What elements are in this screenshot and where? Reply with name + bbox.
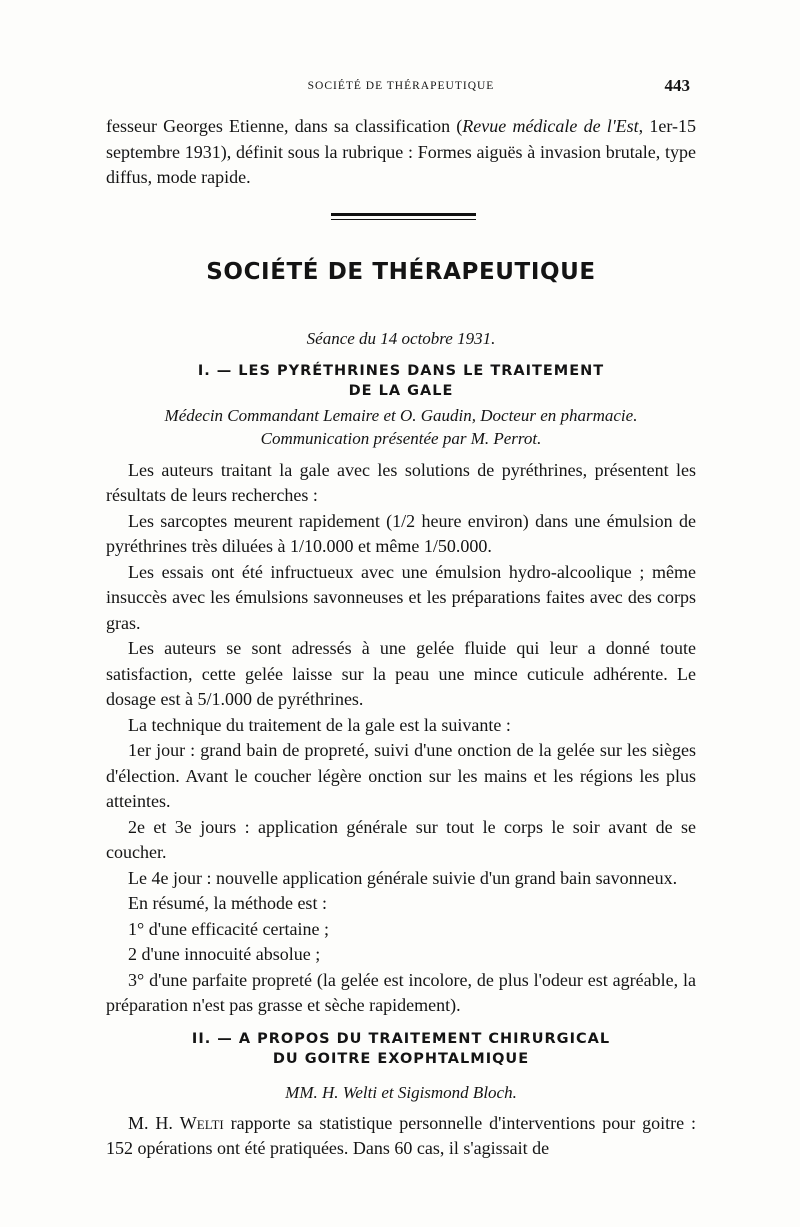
article1-list-item: 3° d'une parfaite propreté (la gelée est incolore, de plus l'odeur est agréable, la préparation n'est pas grasse et sèche rapidement). [106, 969, 696, 1015]
page-body [106, 114, 696, 1162]
article1-paragraph: Les auteurs se sont adressés à une gelée fluide qui leur a donné toute satisfaction, cette gelée laisse sur la peau une mince cuticule adhérente. Le dosage est à 5/1.000 de pyréthrines. [106, 638, 696, 709]
article1-authors-line1: Médecin Commandant Lemaire et O. Gaudin, Docteur en pharmacie. [164, 405, 638, 425]
running-head [106, 76, 696, 100]
intro-paragraph [106, 114, 696, 191]
article1-paragraph: En résumé, la méthode est : [128, 893, 327, 913]
article1-paragraph: Le 4e jour : nouvelle application générale suivie d'un grand bain savonneux. [128, 867, 678, 888]
seance-date: Séance du 14 octobre 1931. [306, 328, 496, 348]
article2-paragraph [106, 1111, 696, 1162]
double-rule [331, 213, 476, 216]
article2-title-line1: II. — A PROPOS DU TRAITEMENT CHIRURGICAL [191, 1030, 611, 1047]
running-title: SOCIÉTÉ DE THÉRAPEUTIQUE [307, 80, 495, 92]
article2-para-prefix: M. H. [128, 1112, 180, 1133]
section-divider [106, 191, 696, 229]
section-title: SOCIÉTÉ DE THÉRAPEUTIQUE [206, 258, 596, 285]
article2-body [106, 1111, 696, 1162]
article1-paragraph: La technique du traitement de la gale est la suivante : [128, 714, 511, 735]
article1-paragraph: Les essais ont été infructueux avec une émulsion hydro-alcoolique ; même insuccès avec les émulsions savonneuses et les préparations faites avec des corps gras. [106, 561, 696, 633]
article1-paragraph: Les auteurs traitant la gale avec les solutions de pyréthrines, présentent les résultats de leurs recherches : [106, 459, 696, 505]
article1-title-line1: I. — LES PYRÉTHRINES DANS LE TRAITEMENT [197, 362, 605, 379]
author-name-smallcaps: Welti [179, 1112, 224, 1133]
page-number: 443 [664, 76, 690, 95]
article1-title-line2: DE LA GALE [348, 382, 454, 399]
article1-body [106, 458, 696, 1019]
article1-paragraph: Les sarcoptes meurent rapidement (1/2 heure environ) dans une émulsion de pyréthrines très diluées à 1/10.000 et même 1/50.000. [106, 510, 696, 556]
intro-text-end: , 1er-15 septembre 1931), définit sous la rubrique : Formes aiguës à invasion brutale, type diffus, mode rapide. [106, 116, 696, 187]
article1-paragraph: 2e et 3e jours : application générale sur tout le corps le soir avant de se coucher. [106, 816, 696, 862]
article1-list-item: 1° d'une efficacité certaine ; [128, 918, 329, 939]
article2-title [106, 1029, 696, 1069]
intro-text-start: fesseur Georges Etienne, dans sa classification ( [106, 116, 463, 136]
article2-authors: MM. H. Welti et Sigismond Bloch. [285, 1082, 517, 1102]
article2-title-line2: DU GOITRE EXOPHTALMIQUE [272, 1050, 530, 1067]
article1-authors-line2: Communication présentée par M. Perrot. [260, 428, 542, 448]
journal-title: Revue médicale de l'Est [462, 116, 639, 136]
article1-title [106, 361, 696, 401]
article1-paragraph: 1er jour : grand bain de propreté, suivi d'une onction de la gelée sur les sièges d'élection. Avant le coucher légère onction sur les mains et les régions les plus atteintes. [106, 740, 696, 811]
article1-authors [106, 404, 696, 450]
article2-para-rest: rapporte sa statistique personnelle d'interventions pour goitre : 152 opérations ont été pratiquées. Dans 60 cas, il s'agissait de [106, 1112, 696, 1158]
article1-list-item: 2 d'une innocuité absolue ; [128, 944, 321, 964]
